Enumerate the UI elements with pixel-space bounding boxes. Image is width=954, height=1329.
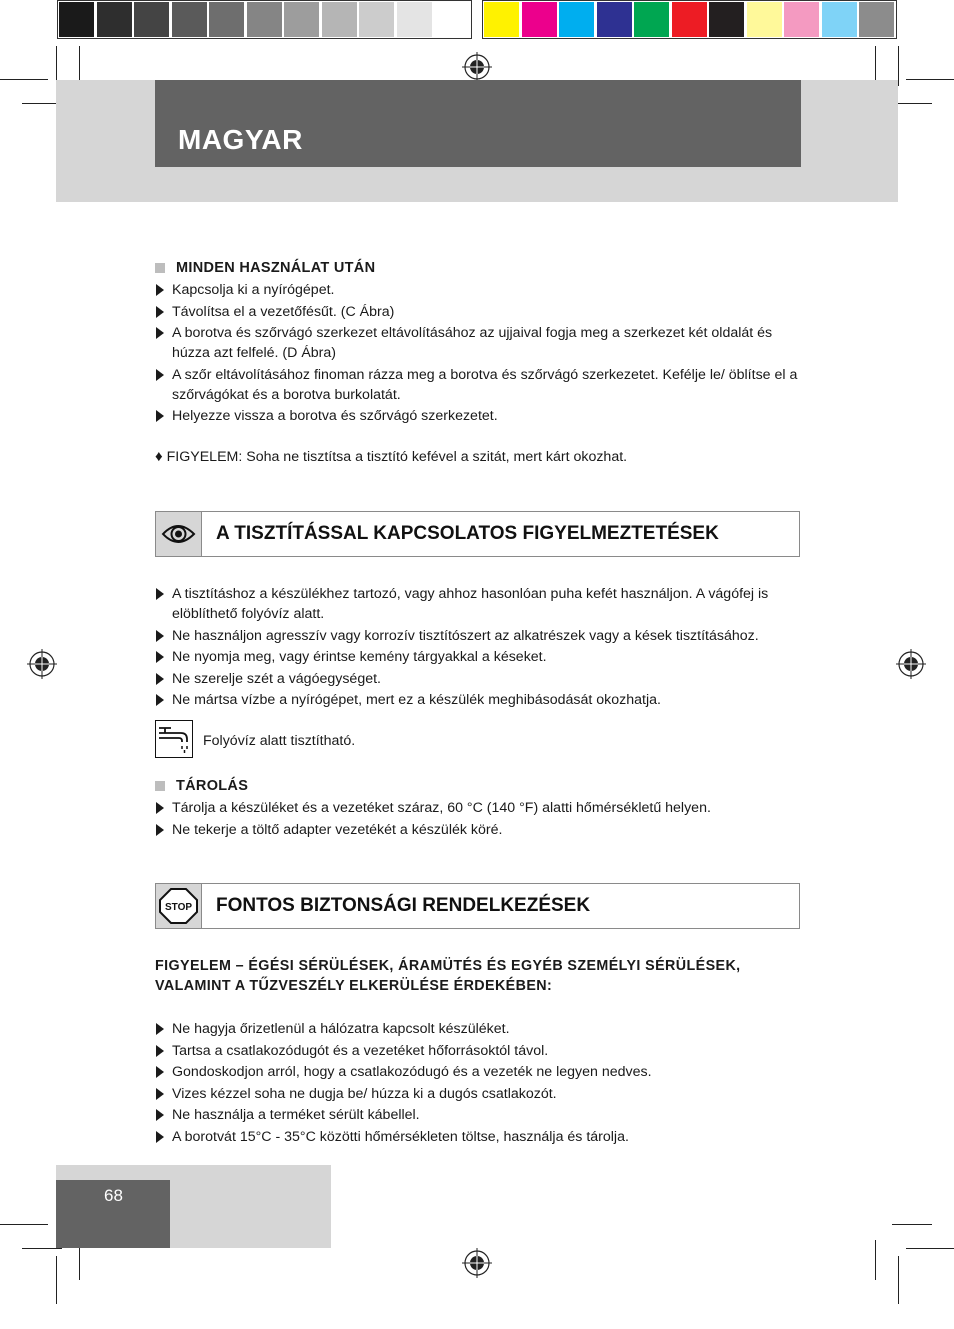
list-item-text: Vizes kézzel soha ne dugja be/ húzza ki a dugós csatlakozót. — [172, 1085, 557, 1102]
grayscale-swatch — [209, 2, 244, 37]
process-color-swatch — [859, 2, 894, 37]
warning-icon: ♦ — [155, 448, 163, 465]
registration-mark-bottom — [462, 1248, 492, 1278]
list-item — [155, 1127, 800, 1147]
triangle-bullet-icon — [156, 410, 164, 422]
safety-section-title: FONTOS BIZTONSÁGI RENDELKEZÉSEK — [216, 895, 591, 916]
registration-mark-right — [896, 649, 926, 679]
list-item — [155, 1019, 800, 1039]
list-item-text: Ne használjon agresszív vagy korrozív tisztítószert az alkatrészek vagy a kések tisztításához. — [172, 627, 759, 644]
triangle-bullet-icon — [156, 1066, 164, 1078]
list-item-text: Kapcsolja ki a nyírógépet. — [172, 282, 335, 298]
triangle-bullet-icon — [156, 694, 164, 706]
stop-label: STOP — [164, 902, 193, 913]
process-color-swatch — [784, 2, 819, 37]
list-item-text: A borotva és szőrvágó szerkezet eltávolításához az ujjaival fogja meg a szerkezet két oldalát és húzza azt felfelé. (D Ábra) — [172, 325, 773, 361]
list-item-text: Ne használja a terméket sérült kábellel. — [172, 1107, 420, 1123]
grayscale-swatch — [359, 2, 394, 37]
triangle-bullet-icon — [156, 802, 164, 814]
list-item — [155, 647, 800, 667]
triangle-bullet-icon — [156, 284, 164, 296]
triangle-bullet-icon — [156, 673, 164, 685]
triangle-bullet-icon — [156, 1023, 164, 1035]
list-item — [155, 280, 800, 300]
process-color-swatch — [597, 2, 632, 37]
list-item — [155, 669, 800, 689]
list-item-text: Gondoskodjon arról, hogy a csatlakozódugó és a vezeték ne legyen nedves. — [172, 1064, 652, 1080]
list-item-text: Tartsa a csatlakozódugót és a vezetéket hőforrásoktól távol. — [172, 1042, 549, 1059]
storage-heading: TÁROLÁS — [155, 776, 800, 796]
after-use-warning — [155, 447, 800, 467]
process-color-swatch — [559, 2, 594, 37]
process-color-swatch — [484, 2, 519, 37]
tap-note-row — [155, 720, 800, 760]
list-item-text: A tisztításhoz a készülékhez tartozó, vagy ahhoz hasonlóan puha kefét használjon. A vágófej is elöblíthető folyóvíz alatt. — [172, 586, 769, 622]
safety-list — [155, 1019, 800, 1147]
registration-mark-left — [27, 649, 57, 679]
process-color-swatch — [522, 2, 557, 37]
triangle-bullet-icon — [156, 1131, 164, 1143]
triangle-bullet-icon — [156, 1045, 164, 1057]
tap-icon — [155, 720, 193, 758]
after-use-heading: MINDEN HASZNÁLAT UTÁN — [155, 258, 800, 278]
after-use-section — [155, 258, 800, 428]
list-item — [155, 1062, 800, 1082]
after-use-list — [155, 280, 800, 426]
safety-list-container — [155, 1019, 800, 1148]
storage-list — [155, 798, 800, 840]
square-bullet-icon — [155, 263, 165, 273]
grayscale-swatch — [134, 2, 169, 37]
triangle-bullet-icon — [156, 327, 164, 339]
list-item — [155, 323, 800, 363]
stop-icon-box — [156, 884, 202, 928]
triangle-bullet-icon — [156, 1088, 164, 1100]
list-item — [155, 820, 800, 840]
list-item — [155, 302, 800, 322]
list-item-text: Ne szerelje szét a vágóegységet. — [172, 670, 381, 687]
safety-warning-heading: FIGYELEM – ÉGÉSI SÉRÜLÉSEK, ÁRAMÜTÉS ÉS EGYÉB SZEMÉLYI SÉRÜLÉSEK, VALAMINT A TŰZVESZÉLY ELKERÜLÉSE ÉRDEKÉBEN: — [155, 958, 741, 994]
grayscale-swatch — [247, 2, 282, 37]
grayscale-swatch — [322, 2, 357, 37]
process-color-swatch — [672, 2, 707, 37]
warning-text: FIGYELEM: Soha ne tisztítsa a tisztító kefével a szitát, mert kárt okozhat. — [166, 449, 628, 465]
triangle-bullet-icon — [156, 306, 164, 318]
triangle-bullet-icon — [156, 630, 164, 642]
cleaning-section-title: A TISZTÍTÁSSAL KAPCSOLATOS FIGYELMEZTETÉSEK — [216, 523, 719, 544]
list-item-text: A borotvát 15°C - 35°C közötti hőmérsékleten töltse, használja és tárolja. — [172, 1128, 629, 1145]
triangle-bullet-icon — [156, 1109, 164, 1121]
page-title: MAGYAR — [178, 124, 303, 155]
grayscale-swatch — [97, 2, 132, 37]
list-item — [155, 626, 800, 646]
process-color-swatch — [709, 2, 744, 37]
list-item-text: Ne tekerje a töltő adapter vezetékét a készülék köré. — [172, 821, 503, 838]
tap-note: Folyóvíz alatt tisztítható. — [203, 733, 356, 749]
stop-sign-icon — [156, 884, 201, 928]
list-item-text: Tárolja a készüléket és a vezetéket száraz, 60 °C (140 °F) alatti hőmérsékletű helyen. — [172, 800, 711, 816]
triangle-bullet-icon — [156, 651, 164, 663]
cleaning-list-container — [155, 584, 800, 712]
list-item — [155, 1041, 800, 1061]
grayscale-swatch — [284, 2, 319, 37]
eye-icon — [156, 512, 201, 556]
storage-section — [155, 776, 800, 841]
registration-mark-top — [462, 52, 492, 82]
list-item — [155, 406, 800, 426]
eye-icon-box — [156, 512, 202, 556]
list-item-text: A szőr eltávolításához finoman rázza meg a borotva és szőrvágó szerkezetet. Kefélje le/ öblítse el a szőrvágókat és a borotva burkolatát. — [172, 366, 798, 403]
page-number: 68 — [104, 1186, 123, 1205]
list-item — [155, 584, 800, 624]
process-color-swatch — [747, 2, 782, 37]
list-item-text: Távolítsa el a vezetőfésűt. (C Ábra) — [172, 303, 395, 320]
list-item — [155, 1084, 800, 1104]
color-calibration-bar — [0, 0, 954, 40]
triangle-bullet-icon — [156, 369, 164, 381]
cleaning-section-header — [155, 511, 800, 557]
list-item-text: Helyezze vissza a borotva és szőrvágó szerkezetet. — [172, 408, 498, 424]
list-item-text: Ne mártsa vízbe a nyírógépet, mert ez a készülék meghibásodását okozhatja. — [172, 692, 661, 708]
grayscale-swatch — [397, 2, 432, 37]
grayscale-swatch — [59, 2, 94, 37]
list-item — [155, 1105, 800, 1125]
list-item-text: Ne hagyja őrizetlenül a hálózatra kapcsolt készüléket. — [172, 1021, 510, 1037]
list-item — [155, 798, 800, 818]
list-item — [155, 690, 800, 710]
grayscale-swatch — [172, 2, 207, 37]
cleaning-list — [155, 584, 800, 710]
triangle-bullet-icon — [156, 824, 164, 836]
process-color-swatch — [822, 2, 857, 37]
safety-section-header — [155, 883, 800, 929]
square-bullet-icon — [155, 781, 165, 791]
list-item — [155, 365, 800, 405]
grayscale-swatch — [434, 2, 469, 37]
process-color-swatch — [634, 2, 669, 37]
list-item-text: Ne nyomja meg, vagy érintse kemény tárgyakkal a késeket. — [172, 649, 547, 665]
triangle-bullet-icon — [156, 588, 164, 600]
